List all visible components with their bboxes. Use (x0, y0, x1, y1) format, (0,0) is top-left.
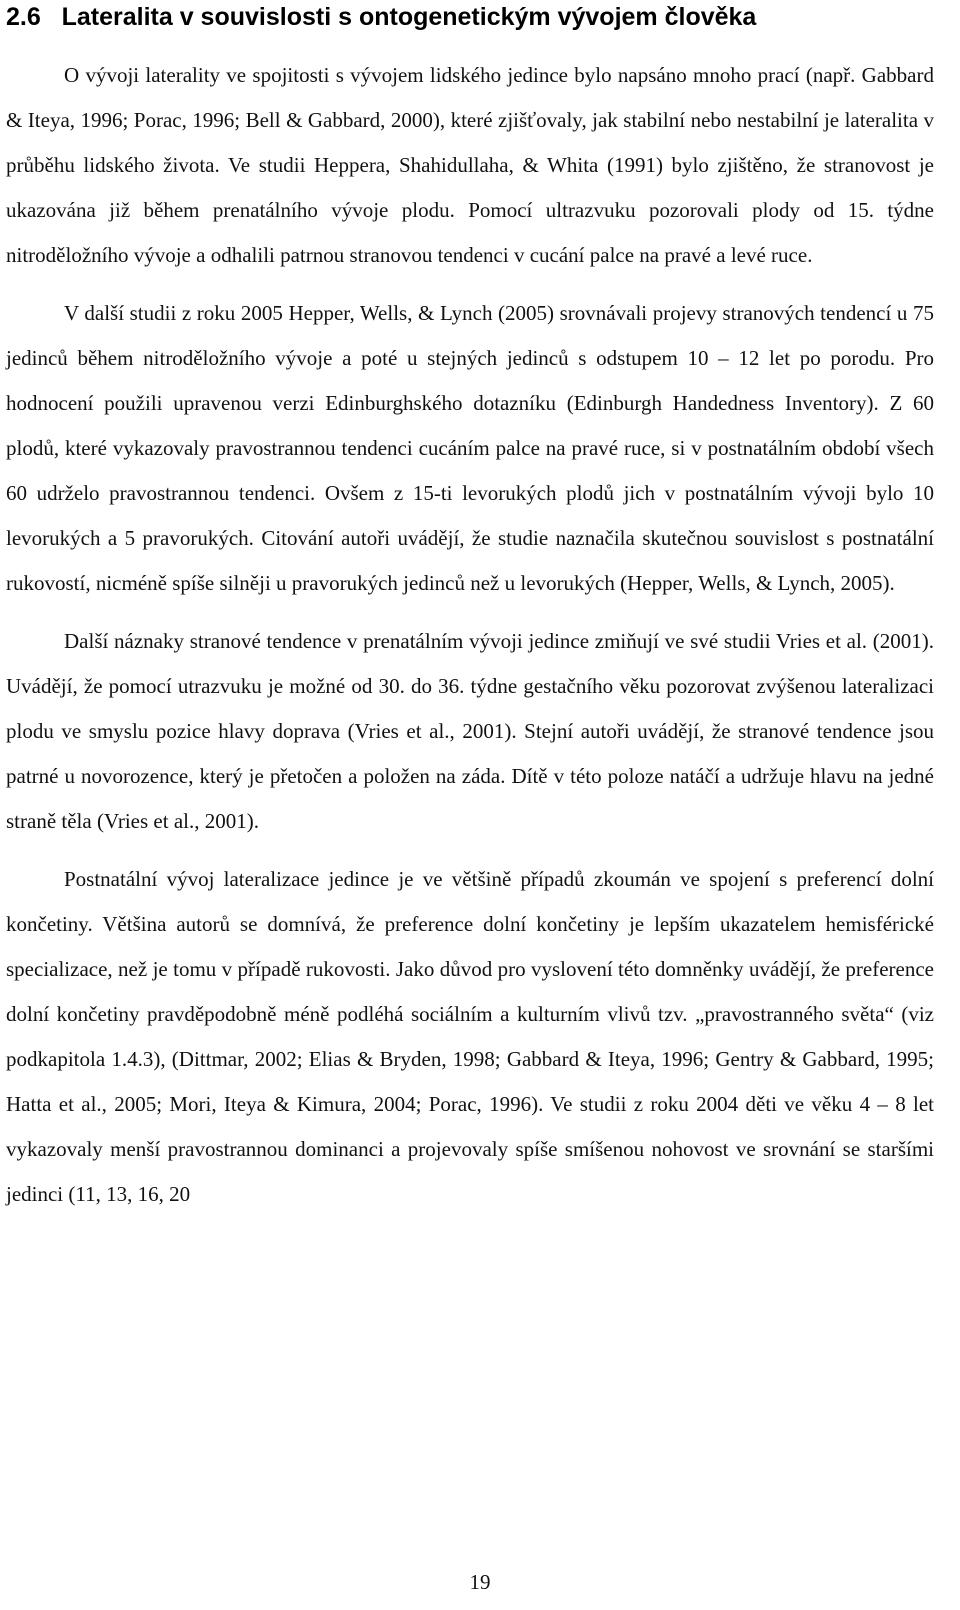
paragraph-2: V další studii z roku 2005 Hepper, Wells, & Lynch (2005) srovnávali projevy stranových tendencí u 75 jedinců během nitroděložního vývoje a poté u stejných jedinců s odstupem 10 – 12 let po porodu. Pro hodnocení použili upravenou verzi Edinburghského dotazníku (Edinburgh Handedness Inventory). Z 60 plodů, které vykazovaly pravostrannou tendenci cucáním palce na pravé ruce, si v postnatálním období všech 60 udrželo pravostrannou tendenci. Ovšem z 15-ti levorukých plodů jich v postnatálním vývoji bylo 10 levorukých a 5 pravorukých. Citování autoři uvádějí, že studie naznačila skutečnou souvislost s postnatální rukovostí, nicméně spíše silněji u pravorukých jedinců než u levorukých (Hepper, Wells, & Lynch, 2005). (6, 301, 934, 595)
paragraph-3: Další náznaky stranové tendence v prenatálním vývoji jedince zmiňují ve své studii Vries et al. (2001). Uvádějí, že pomocí utrazvuku je možné od 30. do 36. týdne gestačního věku pozorovat zvýšenou lateralizaci plodu ve smyslu pozice hlavy doprava (Vries et al., 2001). Stejní autoři uvádějí, že stranové tendence jsou patrné u novorozence, který je přetočen a položen na záda. Dítě v této poloze natáčí a udržuje hlavu na jedné straně těla (Vries et al., 2001). (6, 629, 934, 833)
section-number: 2.6 (6, 3, 41, 31)
section-heading (6, 0, 934, 34)
paragraph-4: Postnatální vývoj lateralizace jedince je ve většině případů zkoumán ve spojení s preferencí dolní končetiny. Většina autorů se domnívá, že preference dolní končetiny je lepším ukazatelem hemisférické specializace, než je tomu v případě rukovosti. Jako důvod pro vyslovení této domněnky uvádějí, že preference dolní končetiny pravděpodobně méně podléhá sociálním a kulturním vlivů tzv. „pravostranného světa“ (viz podkapitola 1.4.3), (Dittmar, 2002; Elias & Bryden, 1998; Gabbard & Iteya, 1996; Gentry & Gabbard, 1995; Hatta et al., 2005; Mori, Iteya & Kimura, 2004; Porac, 1996). Ve studii z roku 2004 děti ve věku 4 – 8 let vykazovaly menší pravostrannou dominanci a projevovaly spíše smíšenou nohovost ve srovnání se staršími jedinci (11, 13, 16, 20 (6, 867, 934, 1206)
section-title: Lateralita v souvislosti s ontogenetickým vývojem člověka (61, 3, 757, 31)
document-page (6, 0, 934, 1217)
paragraph-1: O vývoji laterality ve spojitosti s vývojem lidského jedince bylo napsáno mnoho prací (např. Gabbard & Iteya, 1996; Porac, 1996; Bell & Gabbard, 2000), které zjišťovaly, jak stabilní nebo nestabilní je lateralita v průběhu lidského života. Ve studii Heppera, Shahidullaha, & Whita (1991) bylo zjištěno, že stranovost je ukazována již během prenatálního vývoje plodu. Pomocí ultrazvuku pozorovali plody od 15. týdne nitroděložního vývoje a odhalili patrnou stranovou tendenci v cucání palce na pravé a levé ruce. (6, 63, 934, 267)
page-number: 19 (469, 1570, 491, 1594)
